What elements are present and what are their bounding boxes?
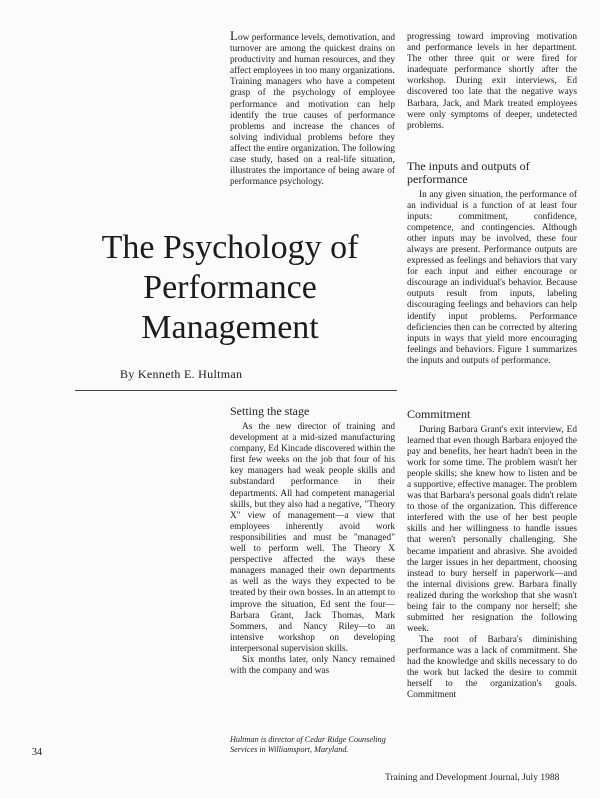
page-number: 34 (32, 747, 42, 758)
author-bio: Hultman is director of Cedar Ridge Counseling Services in Williamsport, Maryland. (230, 735, 386, 754)
right-column-continuation (407, 32, 577, 132)
commitment-section (407, 408, 577, 701)
setting-stage-section (230, 405, 395, 677)
title-line: Performance (143, 269, 317, 306)
drop-cap: L (230, 28, 238, 43)
section-heading-inputs (407, 160, 577, 186)
commitment-paragraph: During Barbara Grant's exit interview, Ed learned that even though Barbara enjoyed the pay and benefits, her heart hadn't been in the work for some time. The problem wasn't her people skills; she knew how to listen and be a supportive, effective manager. The problem was that Barbara's personal goals didn't relate to those of the organization. This difference interfered with the use of her best people skills and her willingness to handle issues that weren't personally challenging. She became impatient and abrasive. She avoided the larger issues in her department, choosing instead to bury herself in paperwork—and the internal divisions grew. Barbara finally realized during the workshop that she wasn't being fair to the company nor herself; she submitted her resignation the following week. (407, 425, 577, 634)
inputs-text: In any given situation, the performance of an individual is a function of at least four inputs: commitment, confidence, competence, and contingencies. Although other inputs may be involved, these four always are present. Performance outputs are expressed as feelings and behaviors that vary for each input and either encourage or discourage an individual's behavior. Because outputs result from inputs, labeling discouraging feelings and behaviors can help identify input problems. Performance deficiencies then can be corrected by altering inputs in ways that yield more encouraging feelings and behaviors. Figure 1 summarizes the inputs and outputs of performance. (407, 190, 577, 366)
journal-footer: Training and Development Journal, July 1988 (385, 773, 560, 783)
article-title (60, 228, 400, 348)
setting-paragraph: Six months later, only Nancy remained with the company and was (230, 654, 395, 677)
heading-line: The inputs and outputs of (407, 159, 530, 173)
intro-text: ow performance levels, demotivation, and turnover are among the quickest drains on productivity and human resources, and they affect employees in too many organizations. Training managers who have a competent grasp of the psychology of employee performance and motivation can help identify the true causes of performance problems and increase the chances of solving individual problems before they affect the entire organization. The following case study, based on a real-life situation, illustrates the importance of being aware of performance psychology. (230, 33, 395, 188)
section-heading-commitment: Commitment (407, 407, 471, 421)
commitment-paragraph: The root of Barbara's diminishing performance was a lack of commitment. She had the knowledge and skills necessary to do the work but lacked the desire to commit herself to the organization's goals. Commitment (407, 634, 577, 701)
section-heading-setting: Setting the stage (230, 404, 310, 418)
right-top-text: progressing toward improving motivation and performance levels in her department. The other three quit or were fired for inadequate performance shortly after the workshop. During exit interviews, Ed discovered too late that the negative ways Barbara, Jack, and Mark treated employees were only symptoms of deeper, undetected problems. (407, 32, 577, 131)
byline-rule (75, 390, 397, 391)
title-line: Management (141, 309, 319, 346)
setting-paragraph: As the new director of training and development at a mid-sized manufacturing company, Ed Kincade discovered within the first few weeks on the job that four of his key managers had weak people skills and substandard performance in their departments. All had competent managerial skills, but they also had a negative, "Theory X" view of management—a view that employees inherently avoid work responsibilities and must be "managed" well to perform well. The Theory X perspective affected the ways these managers managed their own departments as well as the ways they expected to be treated by their own bosses. In an attempt to improve the situation, Ed sent the four—Barbara Grant, Jack Thomas, Mark Sommers, and Nancy Riley—to an intensive workshop on developing interpersonal supervision skills. (230, 422, 395, 654)
intro-paragraph (230, 30, 395, 188)
inputs-outputs-section (407, 160, 577, 367)
byline: By Kenneth E. Hultman (120, 367, 243, 381)
title-line: The Psychology of (101, 229, 359, 266)
heading-line: performance (407, 172, 468, 186)
